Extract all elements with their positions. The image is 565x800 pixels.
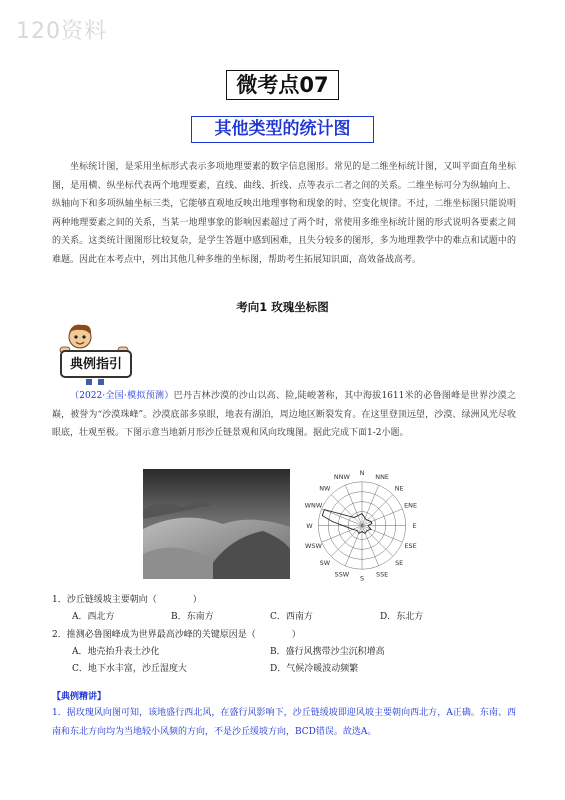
wind-rose-spoke <box>362 526 393 557</box>
analysis-title: 【典例精讲】 <box>52 692 107 702</box>
wind-frequency-polygon <box>322 510 372 534</box>
q1-stem: 1．沙丘链缓坡主要朝向（ ） <box>52 595 202 605</box>
wind-rose-spoke <box>331 526 362 557</box>
compass-label-ene: ENE <box>404 501 418 510</box>
compass-label-wsw: WSW <box>305 541 322 550</box>
desert-dune-photo <box>143 469 290 579</box>
question-paragraph <box>52 387 516 443</box>
analysis-text: 1．据玫瑰风向图可知，该地盛行西北风，在盛行风影响下，沙丘链缓坡即迎风坡主要朝向西北方，A正确。东南、西南和东北方向均为当地较小风频的方向，不是沙丘缓坡方向，BCD错误。故选A。 <box>52 708 516 737</box>
q2-stem: 2．推测必鲁图峰成为世界最高沙峰的关键原因是（ ） <box>52 630 301 640</box>
wind-rose-chart <box>297 464 427 587</box>
q2-option-c[interactable]: C．地下水丰富，沙丘湿度大 <box>72 664 187 674</box>
q2-option-b[interactable]: B．盛行风携带沙尘沉积增高 <box>270 647 385 657</box>
compass-label-s: S <box>359 574 365 583</box>
compass-label-se: SE <box>395 558 404 567</box>
intro-paragraph: 坐标统计图，是采用坐标形式表示多项地理要素的数字信息图形。常见的是二维坐标统计图，又叫平面直角坐标图，是用横、纵坐标代表两个地理要素，直线、曲线、折线、点等表示二者之间的关系。二维坐标可分为纵轴向上、纵轴向下和多项纵轴坐标三类，它能够直观地反映出地理事物和现象的时、空变化规律。不过，二维坐标图只能说明两种地理要素之间的关系，当某一地理事象的影响因素超过了两个时，常使用多维坐标统计图的形式说明各要素之间的关系。这类统计图图形比较复杂，是学生答题中感到困难，且失分较多的图形，多为地理教学中的难点和试题中的难题。因此在本考点中，列出其他几种多维的坐标图，帮助考生拓展知识面，高效备战高考。 <box>52 162 516 265</box>
compass-label-ese: ESE <box>404 541 417 550</box>
q2-option-a[interactable]: A．地壳抬升表土沙化 <box>72 647 160 657</box>
compass-label-sse: SSE <box>375 570 389 579</box>
q1-option-c[interactable]: C．西南方 <box>270 612 313 622</box>
section-heading: 考向1 玫瑰坐标图 <box>236 300 329 314</box>
compass-label-nw: NW <box>319 484 331 493</box>
watermark: 120资料 <box>16 19 107 44</box>
wind-rose-spoke <box>331 495 362 526</box>
compass-label-n: N <box>359 469 365 478</box>
question-source: （2022·全国·模拟预测） <box>70 391 174 401</box>
q1-option-d[interactable]: D．东北方 <box>380 612 424 622</box>
question-text: 巴丹吉林沙漠的沙山以高、险,陡峻著称，其中海拔1611米的必鲁图峰是世界沙漠之巅，被誉为“沙漠珠峰”。沙漠底部多泉眼，地表有湖泊，周边地区断裂发育。在这里登顶远望，沙漠、绿洲风光尽收眼底，壮观至极。下图示意当地新月形沙丘链景观和风向玫瑰图。据此完成下面1-2小题。 <box>52 391 516 438</box>
compass-label-wnw: WNW <box>304 501 323 510</box>
compass-label-ne: NE <box>394 484 404 493</box>
compass-label-w: W <box>306 521 313 530</box>
q1-option-a[interactable]: A．西北方 <box>72 612 115 622</box>
compass-label-nne: NNE <box>375 473 389 482</box>
page-subtitle: 其他类型的统计图 <box>191 116 374 143</box>
compass-label-e: E <box>412 521 417 530</box>
compass-label-ssw: SSW <box>334 570 350 579</box>
q2-option-d[interactable]: D．气候冷暖波动频繁 <box>270 664 359 674</box>
q1-option-b[interactable]: B．东南方 <box>171 612 214 622</box>
page-title: 微考点07 <box>226 70 339 100</box>
example-label: 典例指引 <box>60 350 132 378</box>
compass-label-sw: SW <box>319 558 331 567</box>
wind-rose-spoke <box>362 495 393 526</box>
compass-label-nnw: NNW <box>333 473 350 482</box>
